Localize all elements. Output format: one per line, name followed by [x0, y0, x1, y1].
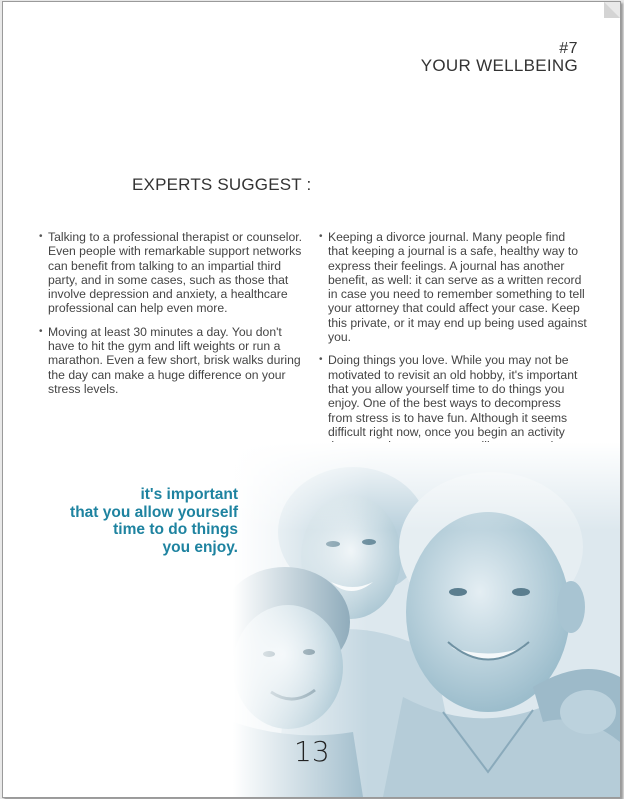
section-title: YOUR WELLBEING	[420, 56, 578, 75]
section-number: #7	[559, 40, 578, 57]
document-page	[2, 1, 621, 798]
list-item	[39, 230, 309, 316]
experts-heading: EXPERTS SUGGEST :	[132, 175, 312, 194]
list-item-text: Talking to a professional therapist or counselor. Even people with remarkable support networks can benefit from talking to an impartial third party, and in some cases, such as those that involve depression and anxiety, a healthcare professional can help even more.	[48, 230, 303, 316]
bullet-icon: •	[319, 354, 323, 366]
bullet-icon: •	[39, 325, 43, 337]
list-item	[319, 230, 587, 344]
list-item	[39, 325, 309, 396]
list-item-text: Doing things you love. While you may not be motivated to revisit an old hobby, it's important that you allow yourself time to do things you enjoy. One of the best ways to decompress from stress is to have fun. Although it seems difficult right now, once you begin an activity	[328, 353, 578, 439]
bullet-icon: •	[39, 231, 43, 242]
pull-quote-line: time to do things	[113, 521, 238, 538]
page-corner-fold	[604, 2, 620, 18]
list-item-text: Keeping a divorce journal. Many people find that keeping a journal is a safe, healthy way to express their feelings. A journal has another benefit, as well: it can serve as a written record in case you need to remember something to tell your attorney that could affect your case. Keep this private, or it may end up being used against you.	[328, 230, 587, 345]
left-column	[39, 230, 309, 405]
pull-quote-line: that you allow yourself	[70, 503, 238, 521]
pull-quote-line: it's important	[140, 486, 238, 503]
pull-quote-line: you enjoy.	[162, 538, 238, 556]
page-number: 13	[294, 735, 330, 768]
list-item-text: Moving at least 30 minutes a day. You don't have to hit the gym and lift weights or run a marathon. Even a few short, brisk walks during the day can make a huge difference on your stress levels.	[48, 324, 301, 396]
bullet-icon: •	[319, 231, 323, 242]
right-column	[319, 230, 587, 477]
family-photo	[233, 442, 620, 797]
pull-quote	[43, 486, 238, 556]
